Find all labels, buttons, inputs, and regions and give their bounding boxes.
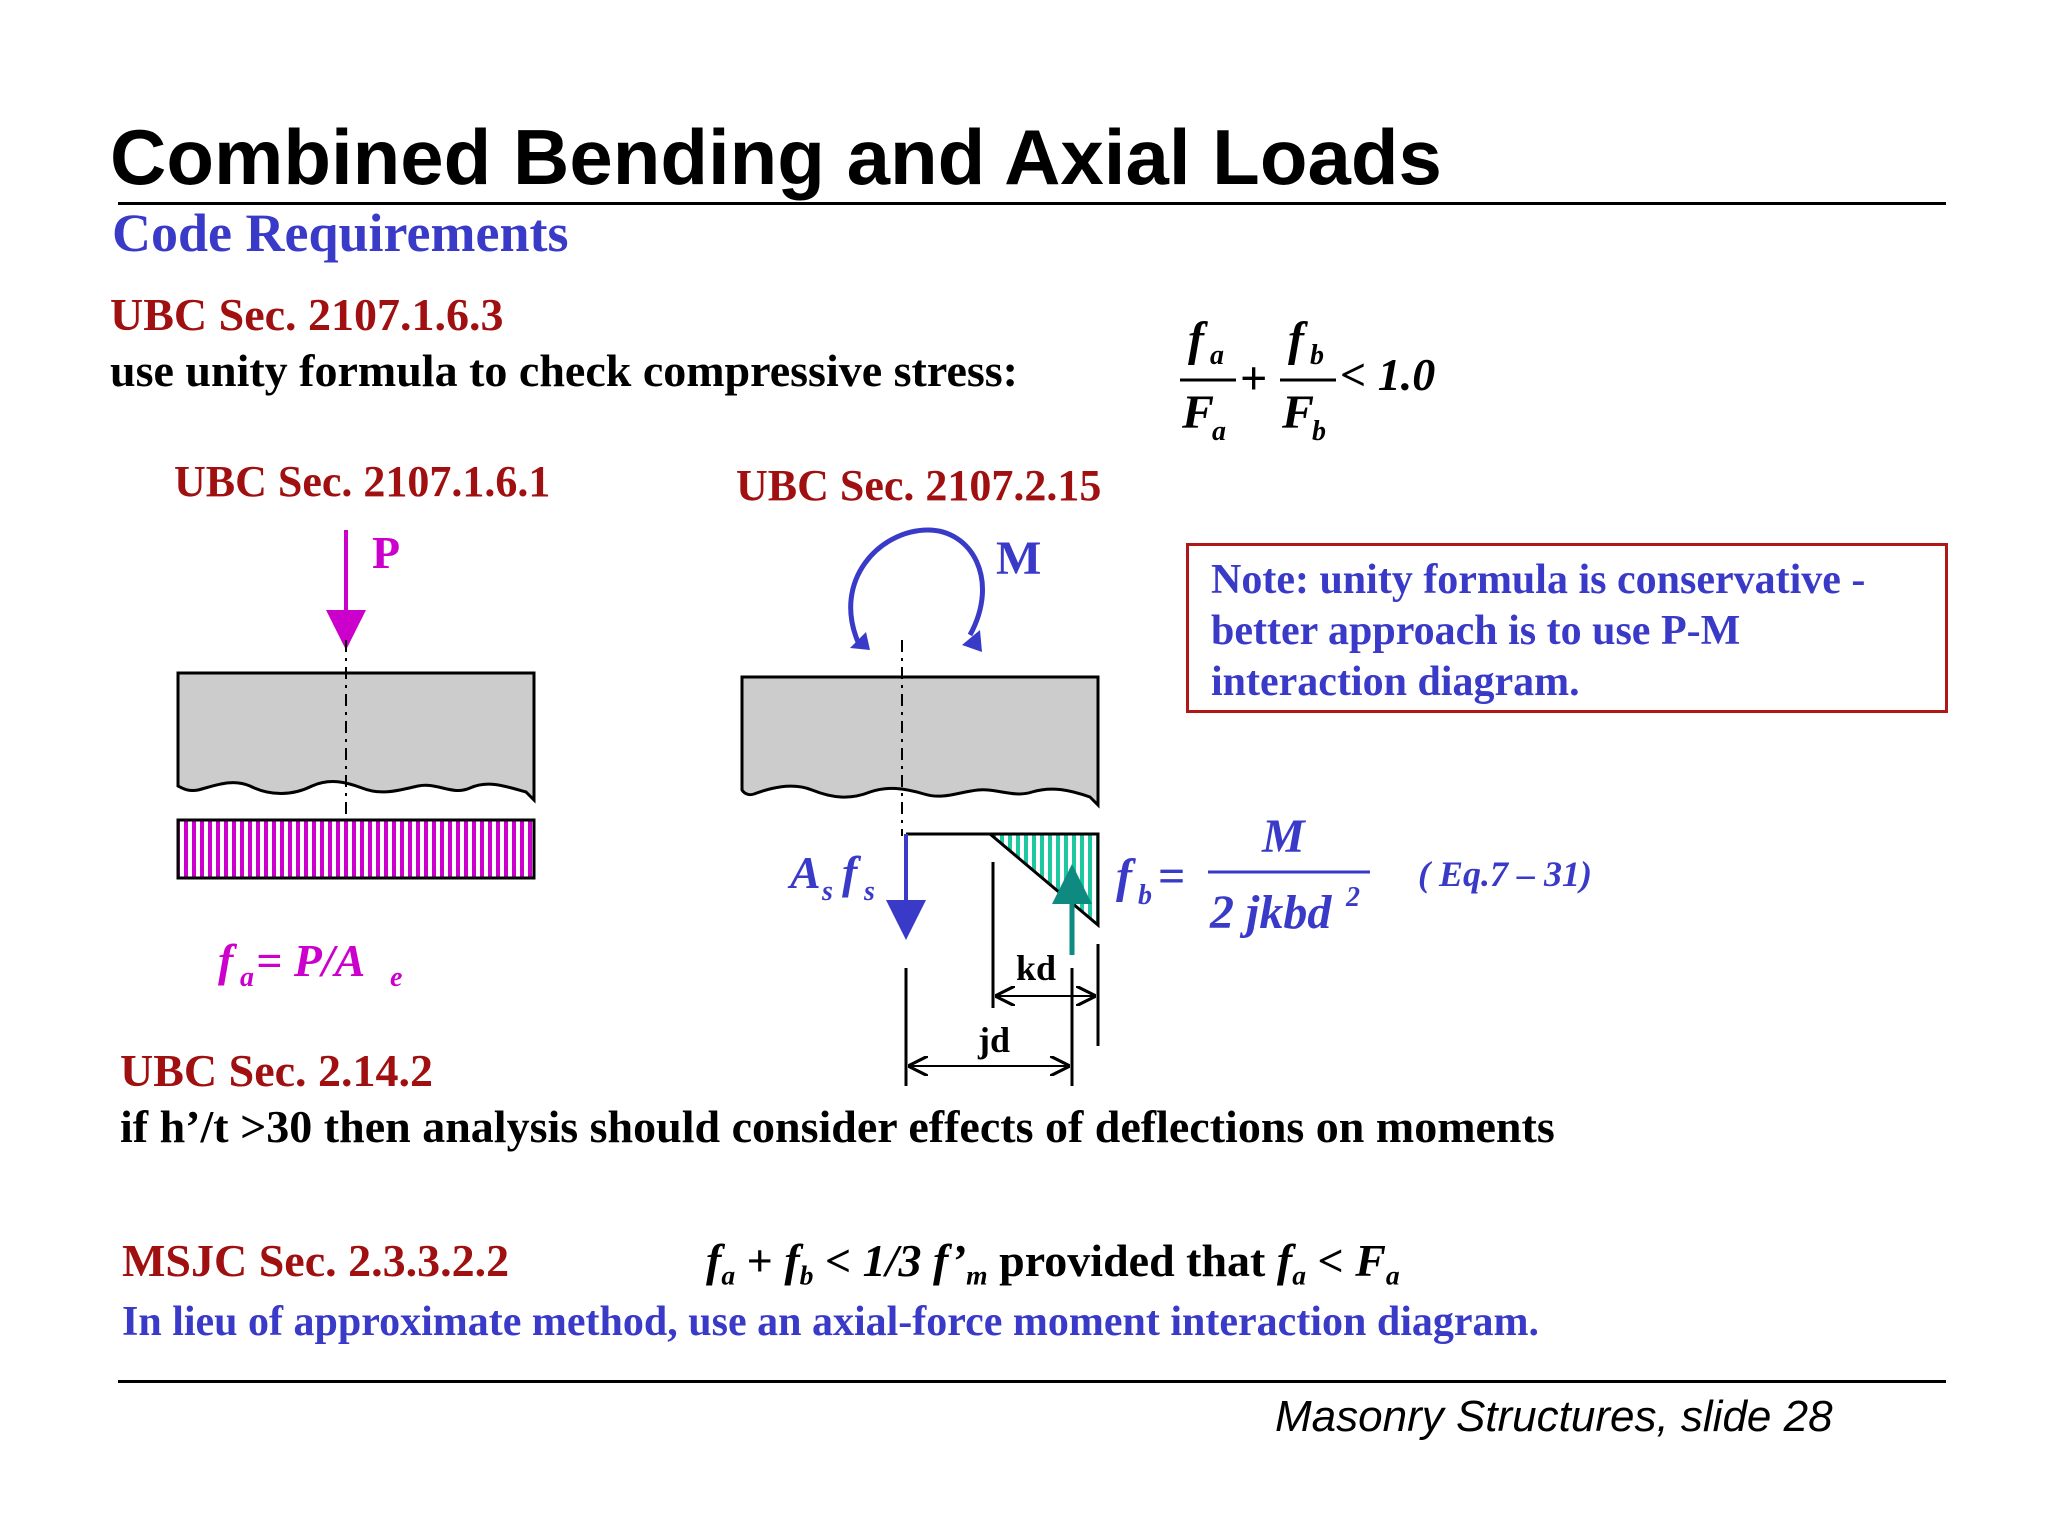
axial-stress-f-sub: a <box>240 962 254 993</box>
note-box <box>1186 543 1948 713</box>
unity-den-b: F <box>1282 386 1315 439</box>
s3-fm: f’ <box>932 1235 967 1286</box>
tension-f-sub: s <box>864 876 875 907</box>
axial-diagram <box>178 527 534 993</box>
compression-stress-triangle <box>990 834 1098 925</box>
bending-diagram-ref: UBC Sec. 2107.2.15 <box>736 461 1102 510</box>
moment-arc <box>851 530 983 642</box>
s3-f2-sub: b <box>799 1259 814 1291</box>
moment-label: M <box>996 532 1042 585</box>
unity-num-b: f <box>1288 313 1304 366</box>
axial-stress-eq-sub: e <box>390 962 403 993</box>
page-title: Combined Bending and Axial Loads <box>110 113 1442 201</box>
tension-f: f <box>842 847 858 898</box>
axial-diagram-ref: UBC Sec. 2107.1.6.1 <box>174 457 551 506</box>
note-line-3: interaction diagram. <box>1211 659 1580 705</box>
section1-ref: UBC Sec. 2107.1.6.3 <box>110 289 504 340</box>
fb-equals: = <box>1158 850 1186 903</box>
s3-fm-sub: m <box>966 1259 988 1291</box>
s3-mid: provided that <box>987 1235 1277 1286</box>
axial-stress-f: f <box>218 935 234 986</box>
unity-den-b-sub: b <box>1312 416 1326 447</box>
fb-denominator: 2 jkbd <box>1210 886 1332 939</box>
s3-F3: F <box>1355 1235 1386 1286</box>
footer-rule <box>118 1380 1946 1383</box>
s3-f1: f <box>706 1235 722 1286</box>
tension-A: A <box>790 847 821 898</box>
s3-plus: + <box>735 1235 785 1286</box>
s3-F3-sub: a <box>1385 1259 1400 1291</box>
axial-stress-block <box>178 820 534 878</box>
s3-f2: f <box>784 1235 800 1286</box>
kd-label: kd <box>1016 948 1057 988</box>
page-subtitle: Code Requirements <box>112 203 569 263</box>
eq-ref: ( Eq.7 – 31) <box>1418 854 1592 894</box>
section2-ref: UBC Sec. 2.14.2 <box>120 1045 434 1096</box>
s3-lt: < 1/3 <box>813 1235 933 1286</box>
fb-denominator-exp: 2 <box>1346 882 1360 913</box>
unity-num-a-sub: a <box>1210 340 1224 371</box>
tension-A-sub: s <box>822 876 833 907</box>
unity-den-a: F <box>1182 386 1215 439</box>
s3-f3-sub: a <box>1292 1259 1307 1291</box>
fb-lhs-sub: b <box>1138 880 1152 911</box>
bending-wall-section <box>742 677 1098 805</box>
unity-den-a-sub: a <box>1212 416 1226 447</box>
unity-plus: + <box>1240 352 1268 405</box>
section2-text: if h’/t >30 then analysis should consider effects of deflections on moments <box>120 1101 1555 1152</box>
note-line-1: Note: unity formula is conservative - <box>1211 557 1866 603</box>
unity-num-b-sub: b <box>1310 340 1324 371</box>
jd-label: jd <box>978 1020 1011 1060</box>
section1-text: use unity formula to check compressive stress: <box>110 345 1018 396</box>
section3-text: In lieu of approximate method, use an axial-force moment interaction diagram. <box>122 1299 1539 1345</box>
section3-ref: MSJC Sec. 2.3.3.2.2 <box>122 1235 510 1286</box>
unity-num-a: f <box>1188 313 1204 366</box>
axial-stress-eq: = P/A <box>256 935 366 986</box>
note-line-2: better approach is to use P-M <box>1211 608 1741 654</box>
s3-f1-sub: a <box>721 1259 736 1291</box>
axial-load-label: P <box>372 527 401 578</box>
unity-rhs: < 1.0 <box>1340 349 1436 400</box>
footer-text: Masonry Structures, slide 28 <box>1275 1392 1833 1441</box>
fb-lhs: f <box>1116 850 1132 903</box>
axial-wall-section <box>178 673 534 800</box>
s3-f3: f <box>1276 1235 1293 1286</box>
fb-numerator: M <box>1262 810 1305 863</box>
section3-formula <box>706 1234 1400 1291</box>
s3-lt2: < <box>1306 1235 1356 1286</box>
